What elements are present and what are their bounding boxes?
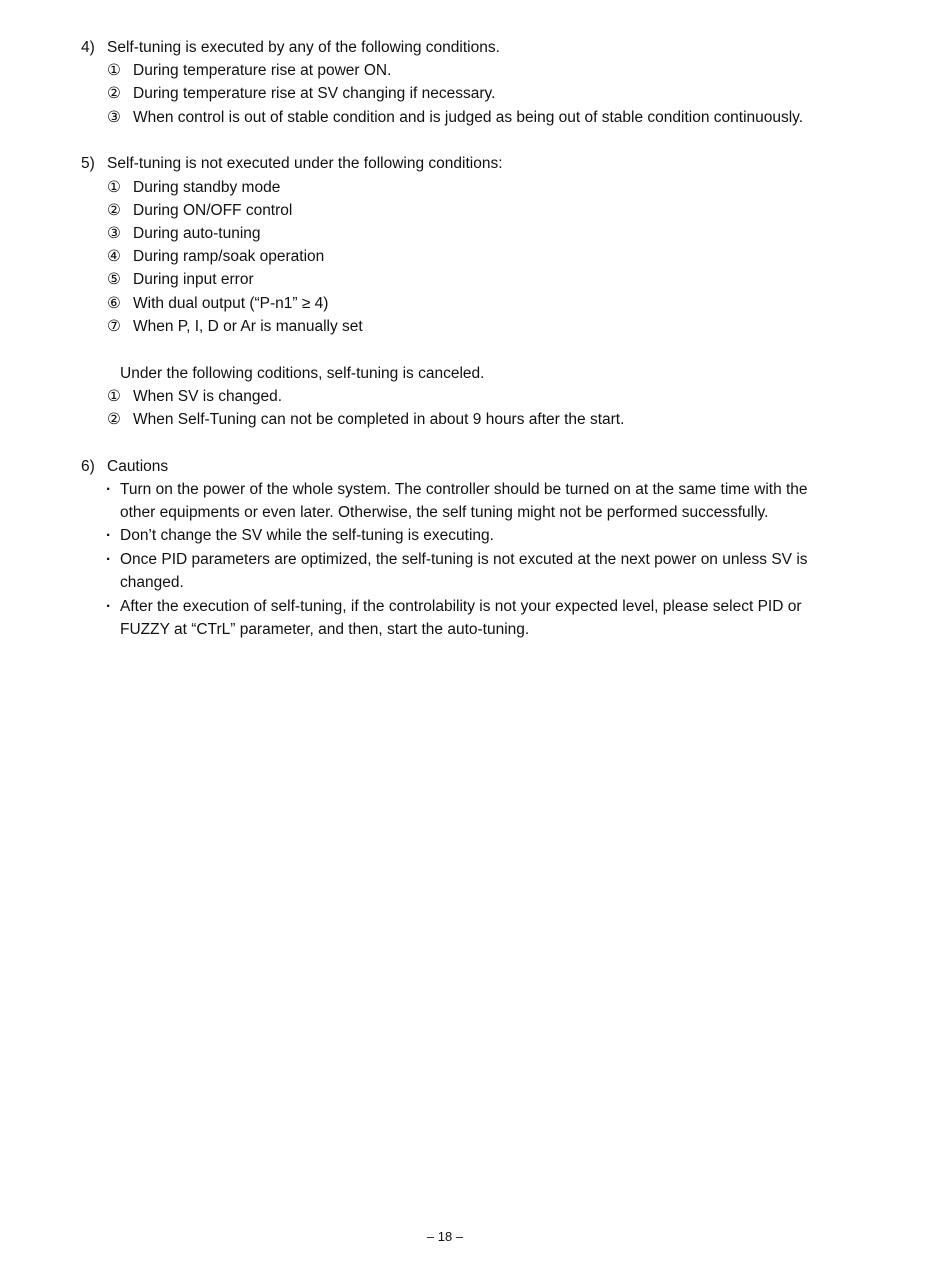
list-item: During ramp/soak operation — [133, 248, 325, 265]
bullet-line: changed. — [120, 574, 184, 591]
list-item: With dual output (“P-n1” ≥ 4) — [133, 295, 329, 312]
bullet-line: FUZZY at “CTrL” parameter, and then, start the auto-tuning. — [120, 621, 530, 638]
list-item: During ON/OFF control — [133, 202, 293, 219]
bullet-line: Don’t change the SV while the self-tuning is executing. — [120, 527, 494, 544]
list-item: During auto-tuning — [133, 225, 261, 242]
section-heading: Self-tuning is not executed under the following conditions: — [107, 155, 503, 172]
item-mark: ⑥ — [107, 295, 121, 312]
item-mark: ① — [107, 388, 121, 405]
bullet-mark: · — [106, 598, 112, 615]
list-item: During temperature rise at power ON. — [133, 62, 392, 79]
item-mark: ⑤ — [107, 271, 121, 288]
item-mark: ④ — [107, 248, 121, 265]
list-item: When P, I, D or Ar is manually set — [133, 318, 363, 335]
list-item: During input error — [133, 271, 254, 288]
item-mark: ① — [107, 179, 121, 196]
item-mark: ③ — [107, 109, 121, 126]
bullet-mark: · — [106, 551, 112, 568]
section-heading: Cautions — [107, 458, 169, 475]
item-mark: ③ — [107, 225, 121, 242]
item-mark: ① — [107, 62, 121, 79]
section-heading: Self-tuning is executed by any of the following conditions. — [107, 39, 500, 56]
bullet-mark: · — [106, 481, 112, 498]
list-item: During standby mode — [133, 179, 281, 196]
list-item: When control is out of stable condition and is judged as being out of stable condition continuously. — [133, 109, 804, 126]
section-number: 4) — [81, 39, 95, 56]
cancel-note: Under the following coditions, self-tuning is canceled. — [120, 365, 485, 382]
item-mark: ② — [107, 85, 121, 102]
bullet-mark: · — [106, 527, 112, 544]
item-mark: ⑦ — [107, 318, 121, 335]
page-number: – 18 – — [426, 1229, 464, 1244]
section-number: 5) — [81, 155, 95, 172]
bullet-line: other equipments or even later. Otherwise, the self tuning might not be performed successfully. — [120, 504, 769, 521]
bullet-line: After the execution of self-tuning, if the controlability is not your expected level, please select PID or — [120, 598, 802, 615]
section-number: 6) — [81, 458, 95, 475]
bullet-line: Once PID parameters are optimized, the self-tuning is not excuted at the next power on unless SV is — [120, 551, 808, 568]
list-item: During temperature rise at SV changing if necessary. — [133, 85, 496, 102]
item-mark: ② — [107, 411, 121, 428]
bullet-line: Turn on the power of the whole system. The controller should be turned on at the same time with the — [120, 481, 808, 498]
list-item: When SV is changed. — [133, 388, 283, 405]
list-item: When Self-Tuning can not be completed in about 9 hours after the start. — [133, 411, 625, 428]
item-mark: ② — [107, 202, 121, 219]
